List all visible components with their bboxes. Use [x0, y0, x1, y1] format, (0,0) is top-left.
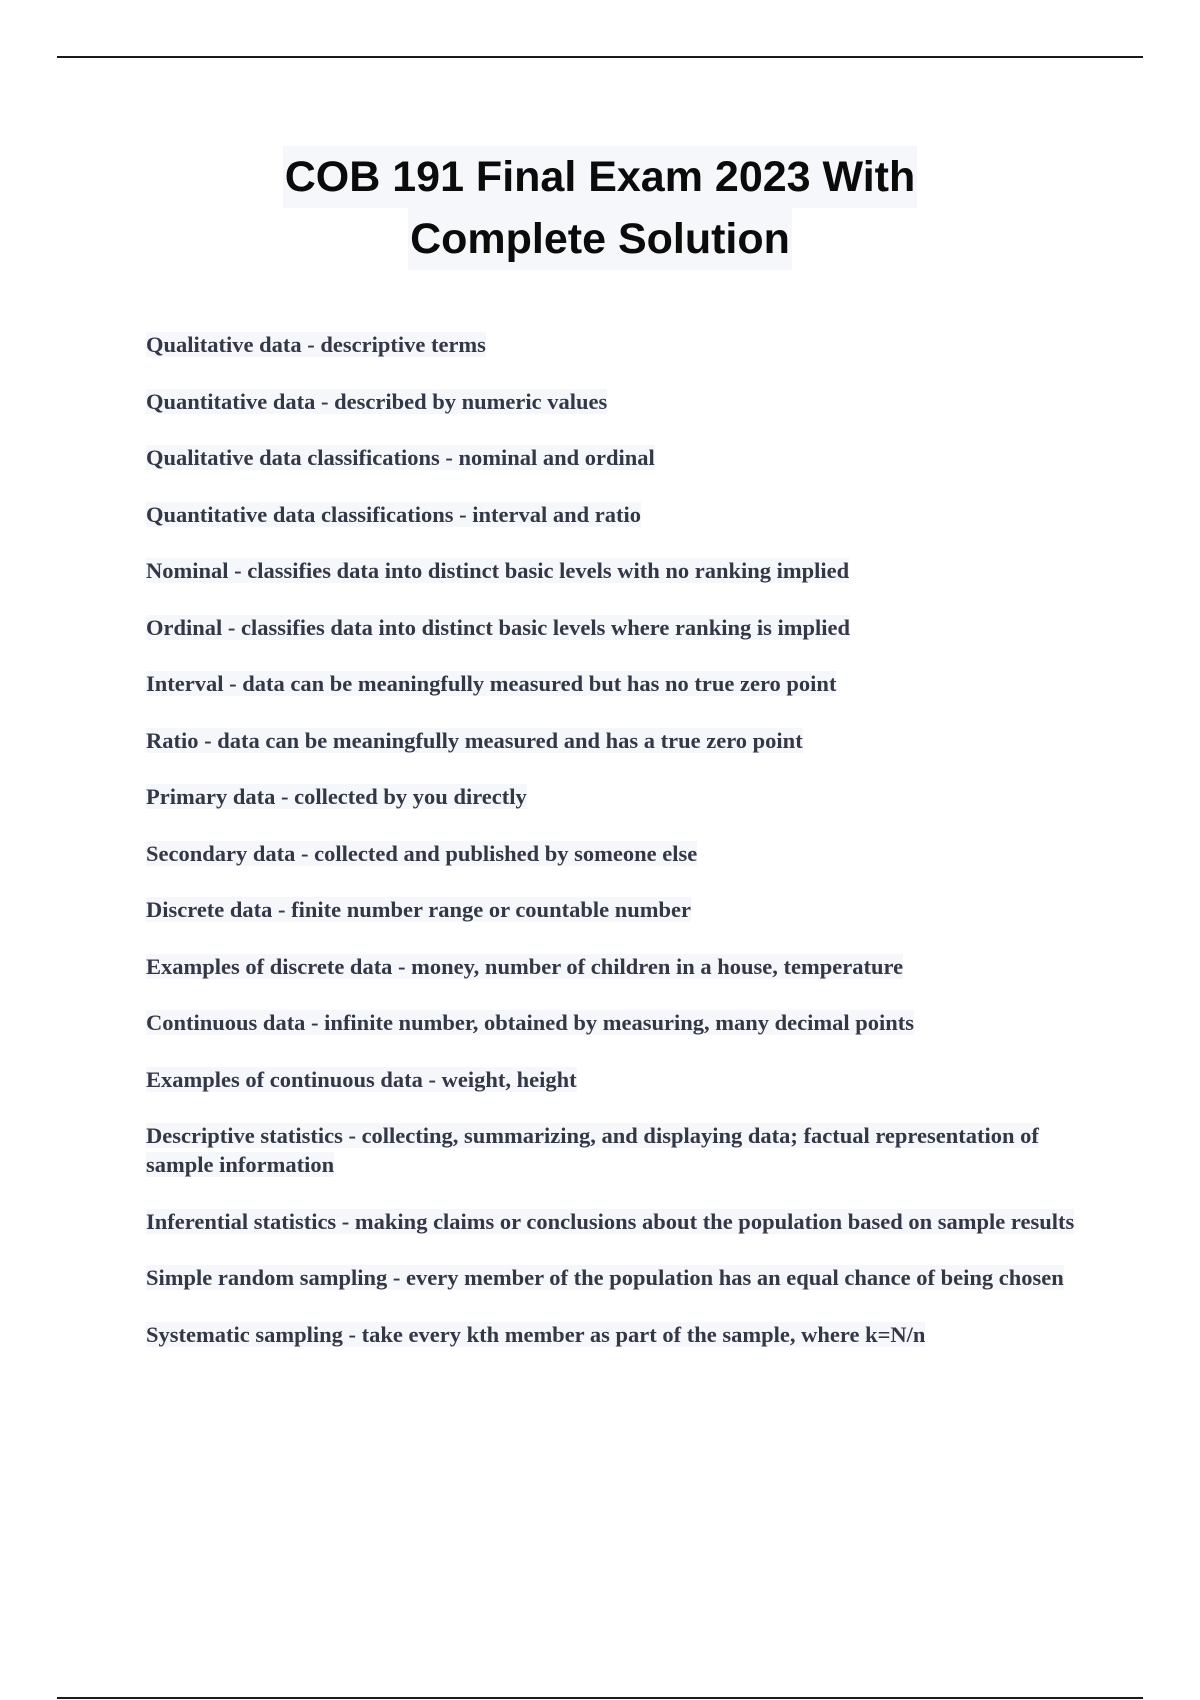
entry-text: Primary data - collected by you directly [146, 784, 527, 809]
list-item [146, 1207, 1076, 1236]
list-item [146, 443, 1076, 472]
list-item [146, 1008, 1076, 1037]
entry-text: Inferential statistics - making claims or conclusions about the population based on sample results [146, 1208, 1075, 1234]
entry-text: Quantitative data - described by numeric values [146, 388, 608, 414]
list-item [146, 952, 1076, 981]
entry-text: Interval - data can be meaningfully measured but has no true zero point [146, 671, 837, 696]
term-list [146, 330, 1076, 1376]
title-line-1: COB 191 Final Exam 2023 With [283, 146, 918, 208]
entry-text: Examples of discrete data - money, number of children in a house, temperature [146, 953, 904, 979]
list-item [146, 1320, 1076, 1349]
list-item [146, 1121, 1076, 1179]
list-item [146, 330, 1076, 359]
list-item [146, 556, 1076, 585]
entry-text: Nominal - classifies data into distinct basic levels with no ranking implied [146, 558, 850, 583]
entry-text: Secondary data - collected and published by someone else [146, 840, 698, 866]
entry-text: Systematic sampling - take every kth member as part of the sample, where k=N/n [146, 1321, 926, 1347]
top-divider [57, 56, 1143, 58]
list-item [146, 500, 1076, 529]
document-title [0, 146, 1200, 270]
entry-text: Discrete data - finite number range or countable number [146, 897, 691, 922]
entry-text: Continuous data - infinite number, obtained by measuring, many decimal points [146, 1010, 915, 1035]
entry-text: Simple random sampling - every member of the population has an equal chance of being chosen [146, 1265, 1064, 1290]
list-item [146, 669, 1076, 698]
list-item [146, 782, 1076, 811]
entry-text: Ordinal - classifies data into distinct basic levels where ranking is implied [146, 614, 850, 640]
list-item [146, 1263, 1076, 1292]
list-item [146, 1065, 1076, 1094]
entry-text: Qualitative data - descriptive terms [146, 332, 486, 357]
entry-text: Quantitative data classifications - interval and ratio [146, 501, 641, 527]
bottom-divider [57, 1697, 1143, 1699]
list-item [146, 613, 1076, 642]
entry-text: Descriptive statistics - collecting, summarizing, and displaying data; factual representation of sample information [146, 1123, 1039, 1177]
list-item [146, 726, 1076, 755]
list-item [146, 839, 1076, 868]
entry-text: Examples of continuous data - weight, height [146, 1066, 577, 1092]
entry-text: Ratio - data can be meaningfully measured and has a true zero point [146, 727, 803, 753]
list-item [146, 895, 1076, 924]
title-line-2: Complete Solution [408, 208, 792, 270]
entry-text: Qualitative data classifications - nominal and ordinal [146, 445, 655, 470]
list-item [146, 387, 1076, 416]
